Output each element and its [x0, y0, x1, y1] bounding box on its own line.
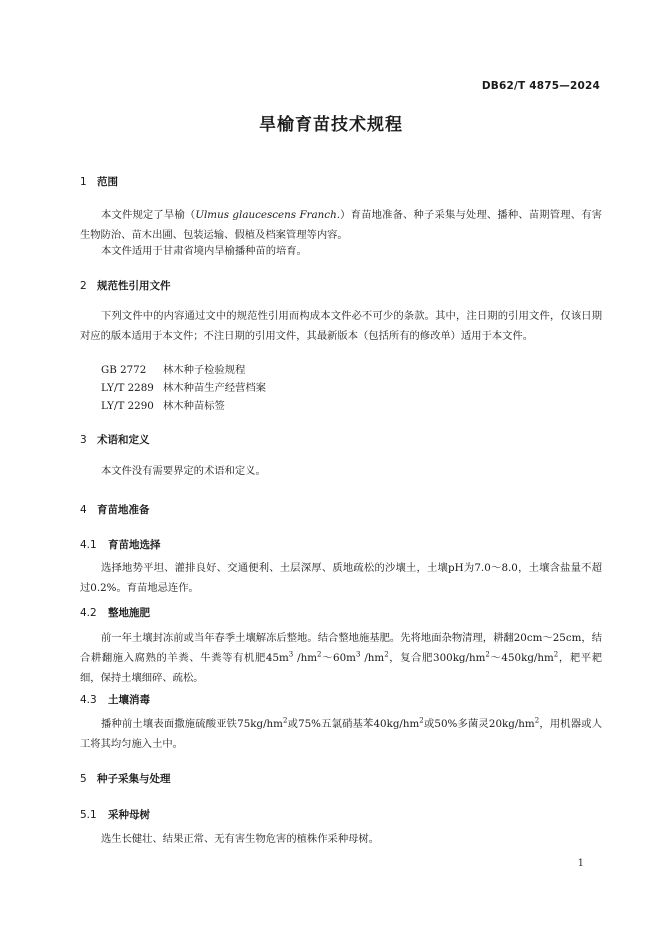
text-segment: 前一年土壤封冻前或当年春季土壤解冻后整地。结合整地施基肥。先将地面杂物清理，耕翻20cm～25cm，结合耕翻施入腐熟的羊粪、牛粪等有机肥45m	[80, 632, 602, 664]
superscript: 2	[534, 716, 540, 725]
subsection-4-2-paragraph	[80, 628, 602, 688]
text-segment: ，耙平耙细，保持土壤细碎、疏松。	[80, 652, 603, 684]
subsection-5-1-heading	[80, 807, 150, 822]
subsection-title: 采种母树	[108, 809, 150, 821]
subsection-number: 4.2	[80, 606, 97, 619]
section-1-heading	[80, 174, 118, 189]
section-number: 4	[80, 503, 87, 516]
superscript: 2	[282, 716, 288, 725]
superscript: 3	[355, 650, 361, 659]
reference-item	[101, 396, 225, 416]
text-segment: 播种前土壤表面撒施硫酸亚铁75kg/hm	[101, 718, 283, 730]
text-segment: ，复合肥300kg/hm	[388, 652, 486, 664]
section-1-paragraph-1	[80, 205, 602, 245]
text-segment: /hm	[293, 652, 318, 664]
subsection-number: 4.3	[80, 693, 97, 706]
subsection-4-2-heading	[80, 605, 150, 620]
superscript: 2	[317, 650, 322, 659]
section-number: 2	[80, 279, 87, 292]
text-segment: 或75%五氯硝基苯40kg/hm	[287, 718, 420, 730]
subsection-4-3-heading	[80, 692, 150, 707]
superscript: 2	[419, 716, 424, 725]
section-number: 3	[80, 433, 87, 446]
reference-code: LY/T 2289	[101, 382, 154, 394]
subsection-4-1-paragraph: 选择地势平坦、灌排良好、交通便利、土层深厚、质地疏松的沙壤土，土壤pH为7.0～8.0，土壤含盐量不超过0.2%。育苗地忌连作。	[80, 562, 602, 594]
superscript: 2	[553, 650, 559, 659]
text-segment: ）育苗地准备、种子采集与处理、播种、苗期管理、有害生物防治、苗木出圃、包装运输、假植及档案管理等内容。	[80, 209, 602, 241]
section-title: 育苗地准备	[97, 504, 150, 516]
reference-item	[101, 378, 266, 398]
section-3-paragraph-1: 本文件没有需要界定的术语和定义。	[101, 465, 266, 477]
text-segment: ，用机器或人工将其均匀施入土中。	[80, 718, 603, 750]
subsection-4-3-paragraph	[80, 714, 602, 754]
text-segment: 本文件规定了旱榆（	[101, 209, 196, 221]
section-title: 范围	[97, 176, 118, 188]
superscript: 2	[485, 650, 490, 659]
subsection-title: 整地施肥	[108, 607, 150, 619]
section-2-heading	[80, 278, 171, 293]
reference-item	[101, 360, 245, 380]
section-number: 1	[80, 175, 87, 188]
reference-name: 林木种子检验规程	[163, 364, 246, 376]
reference-name: 林木种苗生产经营档案	[163, 382, 266, 394]
subsection-4-1-heading	[80, 537, 161, 552]
standard-code: DB62/T 4875—2024	[481, 80, 600, 92]
text-segment: ～60m	[321, 652, 356, 664]
superscript: 3	[288, 650, 294, 659]
text-segment: ～450kg/hm	[489, 652, 554, 664]
section-title: 种子采集与处理	[97, 773, 171, 785]
section-3-heading	[80, 432, 150, 447]
subsection-number: 4.1	[80, 538, 97, 551]
reference-code: LY/T 2290	[101, 400, 154, 412]
superscript: 2	[384, 650, 389, 659]
subsection-5-1-paragraph: 选生长健壮、结果正常、无有害生物危害的植株作采种母树。	[101, 833, 380, 845]
subsection-number: 5.1	[80, 808, 97, 821]
subsection-title: 育苗地选择	[108, 539, 161, 551]
document-title: 旱榆育苗技术规程	[259, 115, 403, 135]
section-2-paragraph-1: 下列文件中的内容通过文中的规范性引用而构成本文件必不可少的条款。其中，注日期的引用文件，仅该日期对应的版本适用于本文件；不注日期的引用文件，其最新版本（包括所有的修改单）适用于本文件。	[80, 310, 602, 342]
section-title: 规范性引用文件	[97, 280, 171, 292]
reference-name: 林木种苗标签	[163, 400, 225, 412]
latin-name: Ulmus glaucescens Franch.	[195, 209, 340, 221]
subsection-title: 土壤消毒	[108, 694, 150, 706]
section-1-paragraph-2: 本文件适用于甘肃省境内旱榆播种苗的培育。	[101, 245, 307, 257]
text-segment: /hm	[360, 652, 385, 664]
text-segment: 或50%多菌灵20kg/hm	[423, 718, 535, 730]
page-number: 1	[577, 858, 584, 869]
reference-code: GB 2772	[101, 364, 147, 376]
section-5-heading	[80, 771, 171, 786]
section-4-heading	[80, 502, 150, 517]
section-title: 术语和定义	[97, 434, 150, 446]
section-number: 5	[80, 772, 87, 785]
